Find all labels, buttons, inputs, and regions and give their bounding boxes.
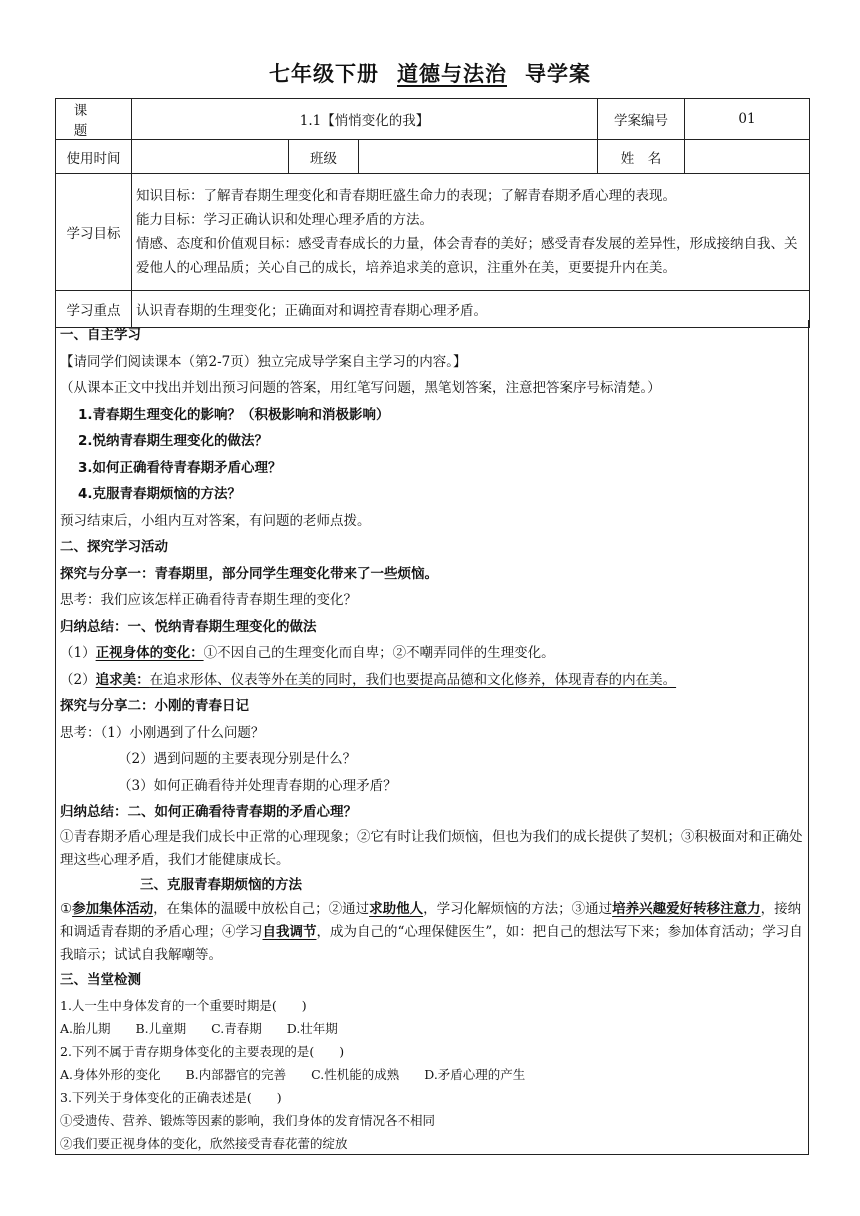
- section-inquiry-title: 二、探究学习活动: [60, 539, 168, 555]
- title-prefix: 七年级下册: [269, 62, 379, 86]
- text-segment: ，接纳和调适青春期的矛盾心理；④学习: [60, 901, 802, 940]
- point-text: 在追求形体、仪表等外在美的同时，我们也要提高品德和文化修养，体现青春的内在美。: [149, 671, 677, 688]
- text-segment: ，学习化解烦恼的方法；③通过: [423, 901, 613, 917]
- explore-2-title: 探究与分享二：小刚的青春日记: [60, 698, 249, 714]
- focus-value: 认识青春期的生理变化；正确面对和调控青春期心理矛盾。: [132, 291, 810, 328]
- summary-1-point-2: [60, 667, 804, 694]
- name-label: 姓 名: [598, 140, 685, 174]
- preview-question-4: 4.克服青春期烦恼的方法？: [78, 486, 242, 502]
- text-segment: ①: [60, 901, 73, 917]
- goal-emotion: 情感、态度和价值观目标：感受青春成长的力量，体会青春的美好；感受青春发展的差异性，形成接纳自我、关爱他人的心理品质；关心自己的成长，培养追求美的意识，注重外在美，更要提升内在美。: [136, 236, 798, 276]
- focus-label: 学习重点: [56, 291, 132, 328]
- keyword: 培养兴趣爱好转移注意力: [612, 901, 761, 917]
- goal-knowledge: 知识目标：了解青春期生理变化和青春期旺盛生命力的表现；了解青春期矛盾心理的表现。: [136, 188, 676, 204]
- content-box: [55, 320, 809, 1155]
- code-label: 学案编号: [598, 99, 685, 140]
- goals-cell: [132, 174, 810, 291]
- test-question-1: 1.人一生中身体发育的一个重要时期是( ): [60, 997, 307, 1013]
- summary-2-text: ①青春期矛盾心理是我们成长中正常的心理现象；②它有时让我们烦恼，但也为我们的成长提供了契机；③积极面对和正确处理这些心理矛盾，我们才能健康成长。: [60, 828, 803, 868]
- test-question-3-statement-1: ①受遗传、营养、锻炼等因素的影响，我们身体的发育情况各不相同: [60, 1112, 436, 1128]
- explore-2-think-1: 思考：（1）小刚遇到了什么问题？: [60, 724, 265, 741]
- test-question-2-options: A.身体外形的变化 B.内部器官的完善 C.性机能的成熟 D.矛盾心理的产生: [60, 1066, 526, 1082]
- preview-question-1: 1.青春期生理变化的影响？（积极影响和消极影响）: [78, 406, 390, 423]
- explore-2-think-3: （3）如何正确看待并处理青春期的心理矛盾？: [118, 777, 397, 794]
- keyword: 求助他人: [369, 901, 424, 917]
- summary-3-text: [60, 898, 804, 967]
- class-value[interactable]: [359, 140, 598, 174]
- name-value[interactable]: [685, 140, 810, 174]
- test-question-2: 2.下列不属于青存期身体变化的主要表现的是( ): [60, 1043, 345, 1059]
- title-suffix: 导学案: [525, 62, 591, 86]
- text-segment: ，成为自己的“心理保健医生”，如：把自己的想法写下来；参加体育活动；学习自我暗示；试试自我解嘲等。: [60, 924, 803, 963]
- explore-1-title: 探究与分享一：青春期里，部分同学生理变化带来了一些烦恼。: [60, 565, 438, 582]
- goal-ability: 能力目标：学习正确认识和处理心理矛盾的方法。: [136, 212, 433, 228]
- section-test-title: 三、当堂检测: [60, 972, 141, 988]
- title-subject: 道德与法治: [397, 62, 507, 86]
- point-keyword: 追求美：: [95, 671, 150, 688]
- code-value: 01: [685, 99, 810, 140]
- preview-question-2: 2.悦纳青春期生理变化的做法？: [78, 433, 269, 449]
- point-text: ①不因自己的生理变化而自卑；②不嘲弄同伴的生理变化。: [203, 645, 555, 661]
- text-segment: ，在集体的温暖中放松自己；②通过: [153, 901, 370, 917]
- header-table: [55, 98, 810, 328]
- explore-1-think: 思考：我们应该怎样正确看待青春期生理的变化？: [60, 592, 357, 608]
- test-question-3-statement-2: ②我们要正视身体的变化，欣然接受青春花蕾的绽放: [60, 1135, 348, 1151]
- summary-2-title: 归纳总结：二、如何正确看待青春期的矛盾心理？: [60, 804, 357, 820]
- point-number: （2）: [60, 671, 96, 688]
- summary-3-title: 三、克服青春期烦恼的方法: [140, 876, 302, 893]
- self-study-note: （从课本正文中找出并划出预习问题的答案，用红笔写问题，黑笔划答案，注意把答案序号标清楚。）: [60, 380, 661, 396]
- explore-2-think-2: （2）遇到问题的主要表现分别是什么？: [118, 751, 357, 767]
- preview-after-text: 预习结束后，小组内互对答案，有问题的老师点拨。: [60, 512, 371, 529]
- preview-question-3: 3.如何正确看待青春期矛盾心理？: [78, 459, 282, 476]
- self-study-instruction: 【请同学们阅读课本（第2-7页）独立完成导学案自主学习的内容。】: [60, 353, 467, 370]
- section-self-study-title: 一、自主学习: [60, 327, 141, 343]
- page-title: [0, 58, 860, 88]
- topic-label: 课 题: [56, 99, 132, 140]
- goals-label: 学习目标: [56, 174, 132, 291]
- summary-1-title: 归纳总结：一、悦纳青春期生理变化的做法: [60, 618, 317, 635]
- point-number: （1）: [60, 645, 96, 661]
- topic-value: 1.1【悄悄变化的我】: [132, 99, 598, 140]
- keyword: 自我调节: [262, 924, 317, 940]
- class-label: 班级: [289, 140, 359, 174]
- keyword: 参加集体活动: [72, 901, 154, 917]
- time-value[interactable]: [132, 140, 289, 174]
- test-question-1-options: A.胎儿期 B.儿童期 C.青春期 D.壮年期: [60, 1020, 338, 1036]
- test-question-3: 3.下列关于身体变化的正确表述是( ): [60, 1089, 282, 1105]
- time-label: 使用时间: [56, 140, 132, 174]
- summary-1-point-1: [60, 640, 804, 667]
- point-keyword: 正视身体的变化：: [95, 645, 204, 661]
